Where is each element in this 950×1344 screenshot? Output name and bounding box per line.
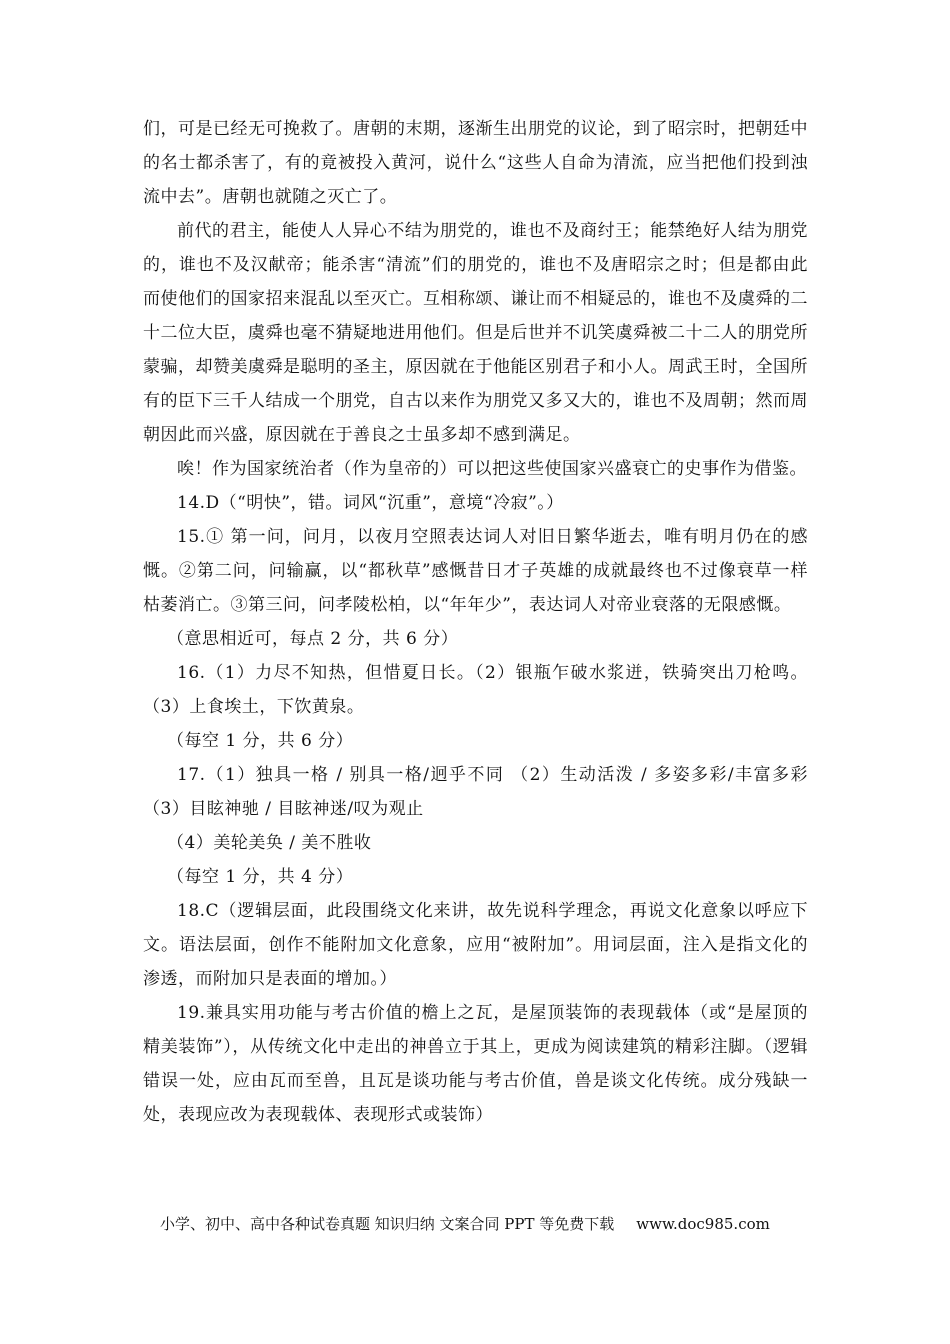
footer-url: www.doc985.com [636,1215,770,1233]
answer-16: 16.（1）力尽不知热，但惜夏日长。（2）银瓶乍破水浆迸，铁骑突出刀枪鸣。（3）上食埃土，下饮黄泉。 [143,663,808,717]
answer-17-part-4: （4）美轮美奂 / 美不胜收 [167,833,372,853]
scoring-note-17: （每空 1 分，共 4 分） [167,867,354,887]
scoring-note-15: （意思相近可，每点 2 分，共 6 分） [167,629,459,649]
paragraph-continuation: 们，可是已经无可挽救了。唐朝的末期，逐渐生出朋党的议论，到了昭宗时，把朝廷中的名士都杀害了，有的竟被投入黄河，说什么“这些人自命为清流，应当把他们投到浊流中去”。唐朝也就随之灭亡了。 [143,119,808,207]
answer-19: 19.兼具实用功能与考古价值的檐上之瓦，是屋顶装饰的表现载体（或“是屋顶的精美装饰”），从传统文化中走出的神兽立于其上，更成为阅读建筑的精彩注脚。（逻辑错误一处，应由瓦而至兽，且瓦是谈功能与考古价值，兽是谈文化传统。成分残缺一处，表现应改为表现载体、表现形式或装饰） [143,1003,808,1125]
scoring-note-16: （每空 1 分，共 6 分） [167,731,354,751]
page-footer [160,1213,810,1235]
document-body [143,112,808,1132]
footer-text: 小学、初中、高中各种试卷真题 知识归纳 文案合同 PPT 等免费下载 [160,1215,615,1233]
answer-14: 14.D（“明快”，错。词风“沉重”，意境“冷寂”。） [177,493,564,513]
answer-15: 15.① 第一问，问月，以夜月空照表达词人对旧日繁华逝去，唯有明月仍在的感慨。②第二问，问输赢，以“都秋草”感慨昔日才子英雄的成就最终也不过像衰草一样枯萎消亡。③第三问，问孝陵松柏，以“年年少”，表达词人对帝业衰落的无限感慨。 [143,527,808,615]
paragraph-conclusion: 唉！作为国家统治者（作为皇帝的）可以把这些使国家兴盛衰亡的史事作为借鉴。 [177,459,807,479]
answer-18: 18.C（逻辑层面，此段围绕文化来讲，故先说科学理念，再说文化意象以呼应下文。语法层面，创作不能附加文化意象，应用“被附加”。用词层面，注入是指文化的渗透，而附加只是表面的增加。） [143,901,808,989]
paragraph-former-rulers: 前代的君主，能使人人异心不结为朋党的，谁也不及商纣王；能禁绝好人结为朋党的，谁也不及汉献帝；能杀害“清流”们的朋党的，谁也不及唐昭宗之时；但是都由此而使他们的国家招来混乱以至灭亡。互相称颂、谦让而不相疑忌的，谁也不及虞舜的二十二位大臣，虞舜也毫不猜疑地进用他们。但是后世并不讥笑虞舜被二十二人的朋党所蒙骗，却赞美虞舜是聪明的圣主，原因就在于他能区别君子和小人。周武王时，全国所有的臣下三千人结成一个朋党，自古以来作为朋党又多又大的，谁也不及周朝；然而周朝因此而兴盛，原因就在于善良之士虽多却不感到满足。 [143,221,808,445]
answer-17: 17.（1）独具一格 / 别具一格/迥乎不同 （2）生动活泼 / 多姿多彩/丰富多彩（3）目眩神驰 / 目眩神迷/叹为观止 [143,765,808,819]
